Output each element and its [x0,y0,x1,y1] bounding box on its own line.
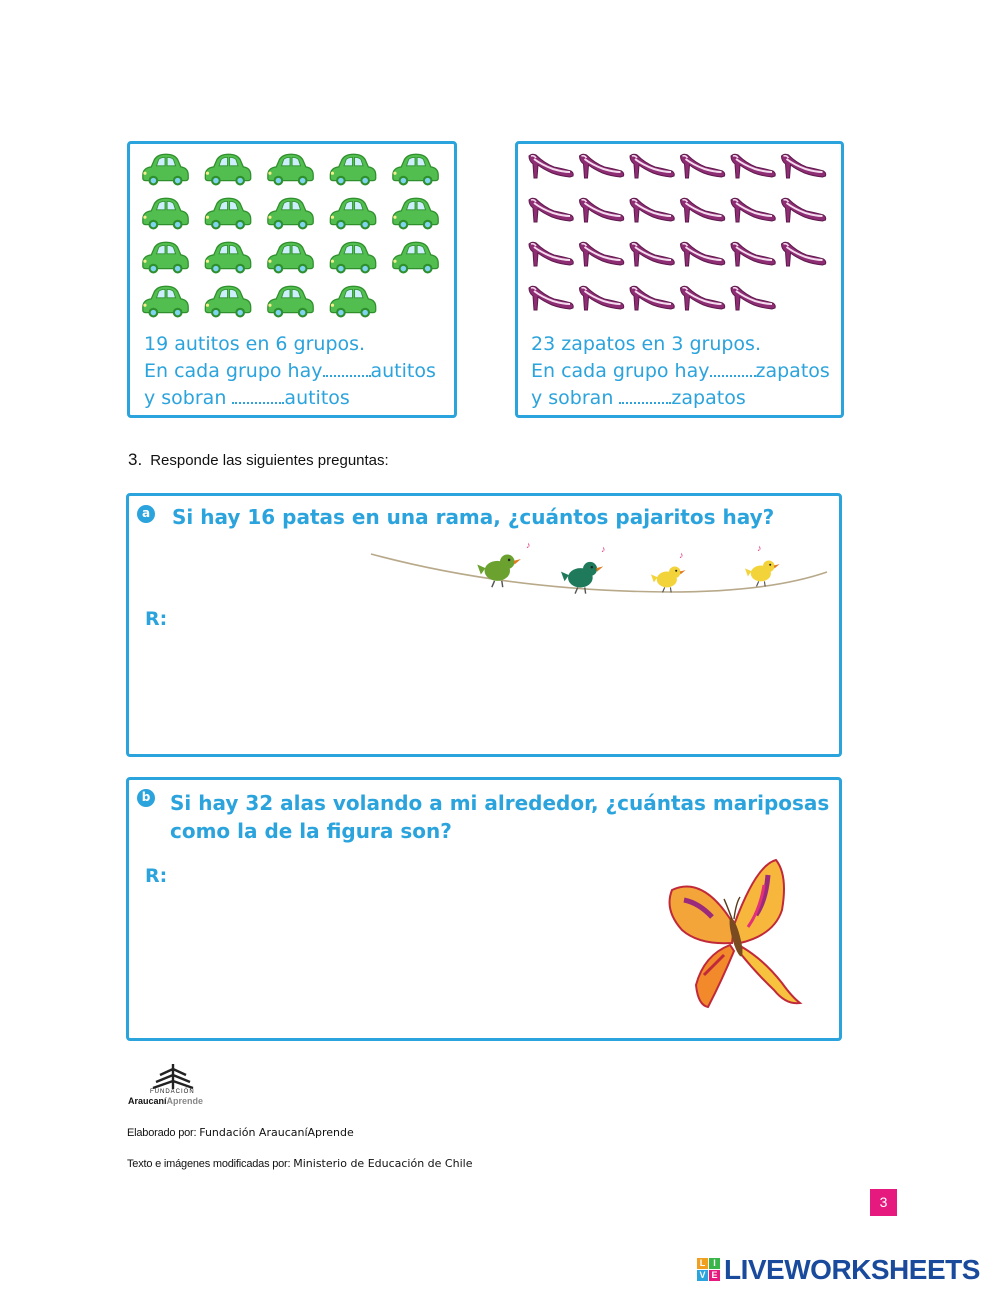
green-car-icon [330,286,375,317]
live-logo-letter: E [709,1270,720,1281]
green-car-icon [330,154,375,185]
question-b-badge: b [137,789,155,807]
pink-shoe-icon [580,242,624,266]
green-car-icon [143,242,188,273]
shoes-line-3-unit: zapatos [671,387,746,409]
live-logo-icon [697,1258,721,1282]
pink-shoe-icon [731,154,775,178]
pink-shoe-icon [580,198,624,222]
credit-2-value: Ministerio de Educación de Chile [293,1157,473,1170]
pink-shoe-icon-grid [526,150,836,330]
question-b-text-line-2: como la de la figura son? [170,819,452,843]
pink-shoe-icon [782,198,826,222]
question-a-text: Si hay 16 patas en una rama, ¿cuántos pajaritos hay? [172,505,775,529]
pink-shoe-icon [529,198,573,222]
logo-top-text: FUNDACIÓN [150,1089,195,1095]
pink-shoe-icon [580,286,624,310]
remainder-answer-blank[interactable] [619,401,671,404]
pink-shoe-icon [630,154,674,178]
cars-line-2-text: En cada grupo hay [144,360,323,382]
pink-shoe-icon [529,154,573,178]
question-b-text-line-1: Si hay 32 alas volando a mi alrededor, ¿cuántas mariposas [170,791,830,815]
question-a-badge: a [137,505,155,523]
pink-shoe-icon [681,242,725,266]
pink-shoe-icon [630,242,674,266]
live-logo-letter: I [709,1258,720,1269]
pink-shoe-icon [630,286,674,310]
cars-line-2 [144,358,436,385]
green-car-icon [205,286,250,317]
pink-shoe-icon [681,154,725,178]
music-note-icon: ♪ [757,543,762,553]
butterfly-icon [664,855,814,1015]
logo-name [128,1096,203,1106]
cars-line-3-unit: autitos [284,387,350,409]
groups-answer-blank[interactable] [323,374,371,377]
pink-shoe-icon [529,286,573,310]
pink-shoe-icon [782,154,826,178]
live-logo-letter: V [697,1270,708,1281]
green-car-icon [268,286,313,317]
pink-shoe-icon [731,242,775,266]
green-car-icon [268,198,313,229]
music-note-icon: ♪ [679,550,684,560]
credit-line-1 [127,1126,354,1139]
green-car-icon [205,198,250,229]
answer-b-area[interactable] [189,860,649,1020]
cars-box [127,141,457,418]
groups-answer-blank[interactable] [710,374,756,377]
shoes-line-1: 23 zapatos en 3 grupos. [531,333,761,355]
section-number: 3. [128,450,143,469]
pink-shoe-icon [681,286,725,310]
green-car-icon [393,154,438,185]
cars-line-1: 19 autitos en 6 grupos. [144,333,366,355]
green-car-icon [330,242,375,273]
cars-line-3 [144,385,350,412]
green-car-icon-grid [138,150,448,330]
shoes-box [515,141,844,418]
page-number: 3 [870,1189,897,1216]
pink-shoe-icon [529,242,573,266]
pink-shoe-icon [731,286,775,310]
green-car-icon [268,242,313,273]
music-note-icon: ♪ [526,540,531,550]
question-a-box [126,493,842,757]
brand-name: LIVEWORKSHEETS [724,1254,980,1285]
question-b-box [126,777,842,1041]
answer-a-area[interactable] [189,604,809,734]
shoes-line-3-text: y sobran [531,387,614,409]
pink-shoe-icon [681,198,725,222]
logo-name-b: Aprende [166,1096,204,1106]
pink-shoe-icon [731,198,775,222]
shoes-line-2 [531,358,830,385]
answer-b-label: R: [145,865,168,887]
green-car-icon [393,198,438,229]
green-car-icon [330,198,375,229]
shoes-line-2-unit: zapatos [755,360,830,382]
credit-2-label: Texto e imágenes modificadas por: [127,1158,291,1170]
green-car-icon [143,286,188,317]
green-car-icon [143,198,188,229]
bird-icon [745,560,780,586]
birds-on-branch-illustration [369,536,839,606]
pink-shoe-icon [580,154,624,178]
pink-shoe-icon [782,242,826,266]
green-car-icon [205,154,250,185]
bird-icon [651,566,686,592]
credit-1-label: Elaborado por: [127,1127,197,1139]
credit-1-value: Fundación AraucaníAprende [199,1126,354,1139]
cars-line-3-text: y sobran [144,387,227,409]
fundacion-logo [128,1063,218,1111]
music-note-icon: ♪ [601,544,606,554]
green-car-icon [393,242,438,273]
tree-logo-icon [148,1063,198,1089]
section-text: Responde las siguientes preguntas: [150,452,389,469]
remainder-answer-blank[interactable] [232,401,284,404]
green-car-icon [143,154,188,185]
green-car-icon [268,154,313,185]
shoes-line-2-text: En cada grupo hay [531,360,710,382]
green-car-icon [205,242,250,273]
live-logo-letter: L [697,1258,708,1269]
logo-name-a: Araucaní [128,1096,167,1106]
cars-line-2-unit: autitos [370,360,436,382]
answer-a-label: R: [145,608,168,630]
shoes-line-3 [531,385,746,412]
credit-line-2 [127,1157,472,1170]
pink-shoe-icon [630,198,674,222]
section-heading [128,450,389,470]
